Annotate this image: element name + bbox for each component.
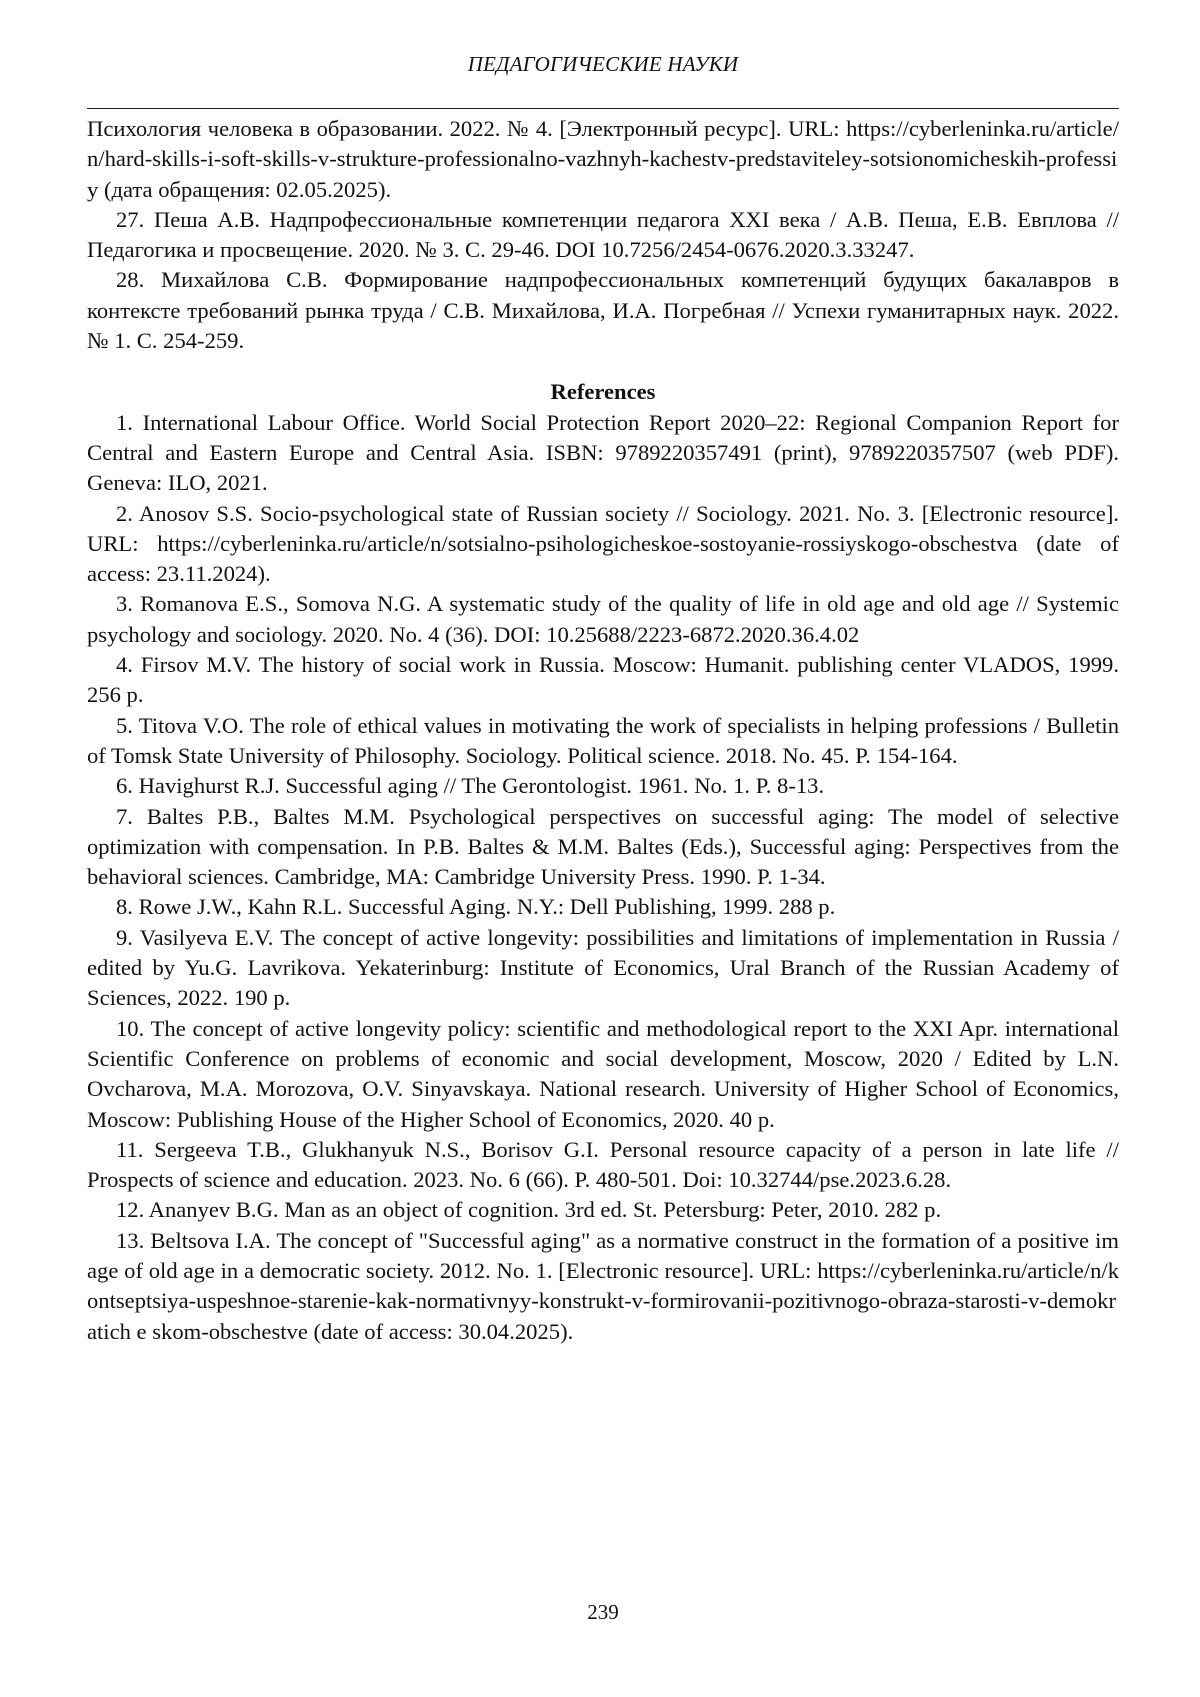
reference-item-6 (87, 771, 1119, 801)
running-title: ПЕДАГОГИЧЕСКИЕ НАУКИ (467, 52, 739, 76)
reference-text: The concept of active longevity policy: scientific and methodological report to the XXI Apr. international Scientific Conference on problems of economic and social development, Moscow, 2020 / Edited by L.N. Ovcharova, M.A. Morozova, O.V. Sinyavskaya. National research. University of Higher School of Economics, Moscow: Publishing House of the Higher School of Economics, 2020. 40 p. (87, 1015, 1119, 1132)
reference-text: Havighurst R.J. Successful aging // The Gerontologist. 1961. No. 1. P. 8-13. (138, 773, 825, 799)
reference-item-13 (87, 1226, 1119, 1347)
reference-item-ru-27 (87, 205, 1119, 266)
reference-text: Firsov M.V. The history of social work in Russia. Moscow: Humanit. publishing center VLADOS, 1999. 256 p. (87, 652, 1119, 708)
reference-item-7 (87, 802, 1119, 893)
reference-item-9 (87, 923, 1119, 1014)
reference-number: 3. (116, 591, 133, 617)
reference-item-1 (87, 408, 1119, 499)
reference-number: 7. (116, 803, 133, 829)
reference-text: Titova V.O. The role of ethical values in motivating the work of specialists in helping professions / Bulletin of Tomsk State University of Philosophy. Sociology. Political science. 2018. No. 45. P. 154-164. (87, 712, 1119, 768)
reference-text: Anosov S.S. Socio-psychological state of Russian society // Sociology. 2021. No. 3. [Electronic resource]. URL: https://cyberleninka.ru/article/n/sotsialno-psihologicheskoe-sostoyanie-rossiyskogo-obschestva (date of access: 23.11.2024). (87, 500, 1120, 587)
reference-number: 4. (116, 652, 133, 678)
reference-item-5 (87, 711, 1119, 772)
references-content (87, 114, 1119, 1347)
reference-number: 8. (116, 894, 133, 920)
reference-continuation (87, 114, 1119, 205)
reference-item-2 (87, 499, 1119, 590)
reference-text: Beltsova I.A. The concept of "Successful aging" as a normative construct in the formation of a positive image of old age in a democratic society. 2012. No. 1. [Electronic resource]. URL: https://cyberleninka.ru/article/n/kontseptsiya-uspeshnoe-starenie-kak-normativnyy-konstrukt-v-formirovanii-pozitivnogo-obraza-starosti-v-demokr atich e skom-obschestve (date of access: 30.04.2025). (87, 1227, 1119, 1344)
references-heading: References (550, 379, 656, 405)
page-number: 239 (587, 1600, 619, 1624)
reference-number: 11. (116, 1136, 144, 1162)
reference-item-8 (87, 892, 1119, 922)
reference-text: Vasilyeva E.V. The concept of active longevity: possibilities and limitations of implementation in Russia / edited by Yu.G. Lavrikova. Yekaterinburg: Institute of Economics, Ural Branch of the Russian Academy of Sciences, 2022. 190 p. (87, 924, 1119, 1011)
reference-item-4 (87, 650, 1119, 711)
reference-text: Romanova E.S., Somova N.G. A systematic study of the quality of life in old age and old age // Systemic psychology and sociology. 2020. No. 4 (36). DOI: 10.25688/2223-6872.2020.36.4.02 (87, 591, 1119, 647)
reference-number: 12. (116, 1197, 145, 1223)
reference-text: Пеша А.В. Надпрофессиональные компетенции педагога XXI века / А.В. Пеша, Е.В. Евплова // Педагогика и просвещение. 2020. № 3. С. 29-46. DOI 10.7256/2454-0676.2020.3.33247. (87, 206, 1119, 263)
reference-item-ru-28 (87, 265, 1119, 356)
reference-number: 2. (116, 500, 133, 526)
reference-number: 5. (116, 712, 133, 738)
reference-number: 1. (116, 409, 133, 435)
reference-text: Ananyev B.G. Man as an object of cognition. 3rd ed. St. Petersburg: Peter, 2010. 282 p. (148, 1197, 942, 1223)
reference-text: Sergeeva T.B., Glukhanyuk N.S., Borisov G.I. Personal resource capacity of a person in late life // Prospects of science and education. 2023. No. 6 (66). P. 480-501. Doi: 10.32744/pse.2023.6.28. (87, 1136, 1119, 1193)
reference-number: 28. (116, 267, 145, 293)
reference-text: Baltes P.B., Baltes M.M. Psychological perspectives on successful aging: The model of selective optimization with compensation. In P.B. Baltes & M.M. Baltes (Eds.), Successful aging: Perspectives from the behavioral sciences. Cambridge, MA: Cambridge University Press. 1990. P. 1-34. (87, 803, 1119, 890)
reference-item-12 (87, 1195, 1119, 1225)
page (87, 0, 1119, 1697)
reference-item-3 (87, 589, 1119, 650)
reference-number: 27. (116, 206, 145, 232)
reference-continuation-url[interactable]: https://cyberleninka.ru/article/n/hard-skills-i-soft-skills-v-strukture-professionalno-vazhnyh-kachestv-predstaviteley-sotsionomicheskih-professiy (87, 116, 1119, 202)
reference-text: Rowe J.W., Kahn R.L. Successful Aging. N.Y.: Dell Publishing, 1999. 288 p. (138, 894, 836, 920)
reference-item-10 (87, 1014, 1119, 1135)
reference-number: 6. (116, 773, 133, 799)
reference-number: 13. (116, 1227, 145, 1253)
reference-number: 9. (116, 924, 133, 950)
header-rule (87, 108, 1119, 109)
reference-number: 10. (116, 1015, 145, 1041)
reference-item-11 (87, 1135, 1119, 1196)
reference-continuation-suffix: (дата обращения: 02.05.2025). (98, 176, 392, 202)
reference-text: Михайлова С.В. Формирование надпрофессиональных компетенций будущих бакалавров в контексте требований рынка труда / С.В. Михайлова, И.А. Погребная // Успехи гуманитарных наук. 2022. № 1. С. 254-259. (87, 267, 1119, 354)
reference-continuation-text: Психология человека в образовании. 2022. № 4. [Электронный ресурс]. URL: (87, 116, 847, 141)
reference-text: International Labour Office. World Social Protection Report 2020–22: Regional Companion Report for Central and Eastern Europe and Central Asia. ISBN: 9789220357491 (print), 9789220357507 (web PDF). Geneva: ILO, 2021. (87, 409, 1120, 496)
